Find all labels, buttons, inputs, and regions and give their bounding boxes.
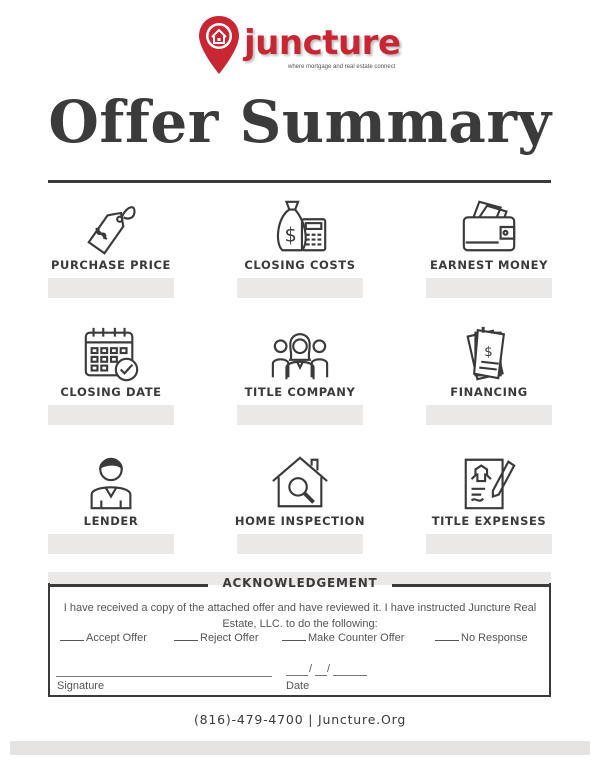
earnest-money-field[interactable]: [426, 278, 552, 298]
financing-label: FINANCING: [450, 385, 528, 399]
document-dollar-icon: [458, 323, 520, 385]
option-no-response[interactable]: [435, 632, 528, 644]
calendar-check-icon: [80, 323, 142, 385]
title-company-label: TITLE COMPANY: [244, 385, 356, 399]
wallet-icon: [458, 196, 520, 258]
map-pin-house-icon: [196, 14, 242, 76]
signature-line[interactable]: [56, 676, 272, 677]
title-divider: [48, 180, 551, 183]
page-title: Offer Summary: [48, 88, 552, 156]
financing-field[interactable]: [426, 405, 552, 425]
date-label: Date: [286, 680, 310, 692]
option-accept[interactable]: [60, 632, 147, 644]
home-inspection-field[interactable]: [237, 534, 363, 554]
brand-wordmark: juncture: [244, 23, 401, 63]
signature-label: Signature: [57, 680, 105, 692]
option-reject-label: Reject Offer: [200, 632, 259, 644]
acknowledgement-text: I have received a copy of the attached offer and have reviewed it. I have instructed Juncture Real Estate, LLC. to do the following:: [63, 602, 537, 630]
people-group-icon: [269, 323, 331, 385]
option-reject[interactable]: [174, 632, 259, 644]
person-icon: [80, 452, 142, 514]
closing-date-label: CLOSING DATE: [60, 385, 162, 399]
svg-text:$: $: [284, 223, 297, 247]
title-document-pen-icon: [458, 452, 520, 514]
option-accept-label: Accept Offer: [86, 632, 147, 644]
money-bag-calculator-icon: [269, 196, 331, 258]
acknowledgement-heading: ACKNOWLEDGEMENT: [222, 576, 378, 590]
option-counter-label: Make Counter Offer: [308, 632, 405, 644]
price-tag-icon: [80, 196, 142, 258]
lender-field[interactable]: [48, 534, 174, 554]
lender-label: LENDER: [83, 514, 139, 528]
svg-text:$: $: [484, 343, 493, 360]
closing-costs-label: CLOSING COSTS: [244, 258, 356, 272]
house-magnifier-icon: [269, 452, 331, 514]
date-field[interactable]: / /: [286, 663, 376, 677]
acknowledgement-options: [60, 632, 540, 648]
title-expenses-field[interactable]: [426, 534, 552, 554]
purchase-price-field[interactable]: [48, 278, 174, 298]
bottom-band: [10, 741, 590, 755]
title-company-field[interactable]: [237, 405, 363, 425]
option-no-response-label: No Response: [461, 632, 528, 644]
brand-tagline: where mortgage and real estate connect: [288, 64, 396, 70]
closing-costs-field[interactable]: [237, 278, 363, 298]
footer-contact: (816)-479-4700 | Juncture.Org: [193, 712, 407, 727]
option-counter[interactable]: [282, 632, 404, 644]
earnest-money-label: EARNEST MONEY: [429, 258, 549, 272]
juncture-logo: [196, 14, 411, 76]
title-expenses-label: TITLE EXPENSES: [431, 514, 547, 528]
closing-date-field[interactable]: [48, 405, 174, 425]
purchase-price-label: PURCHASE PRICE: [51, 258, 171, 272]
home-inspection-label: HOME INSPECTION: [234, 514, 366, 528]
